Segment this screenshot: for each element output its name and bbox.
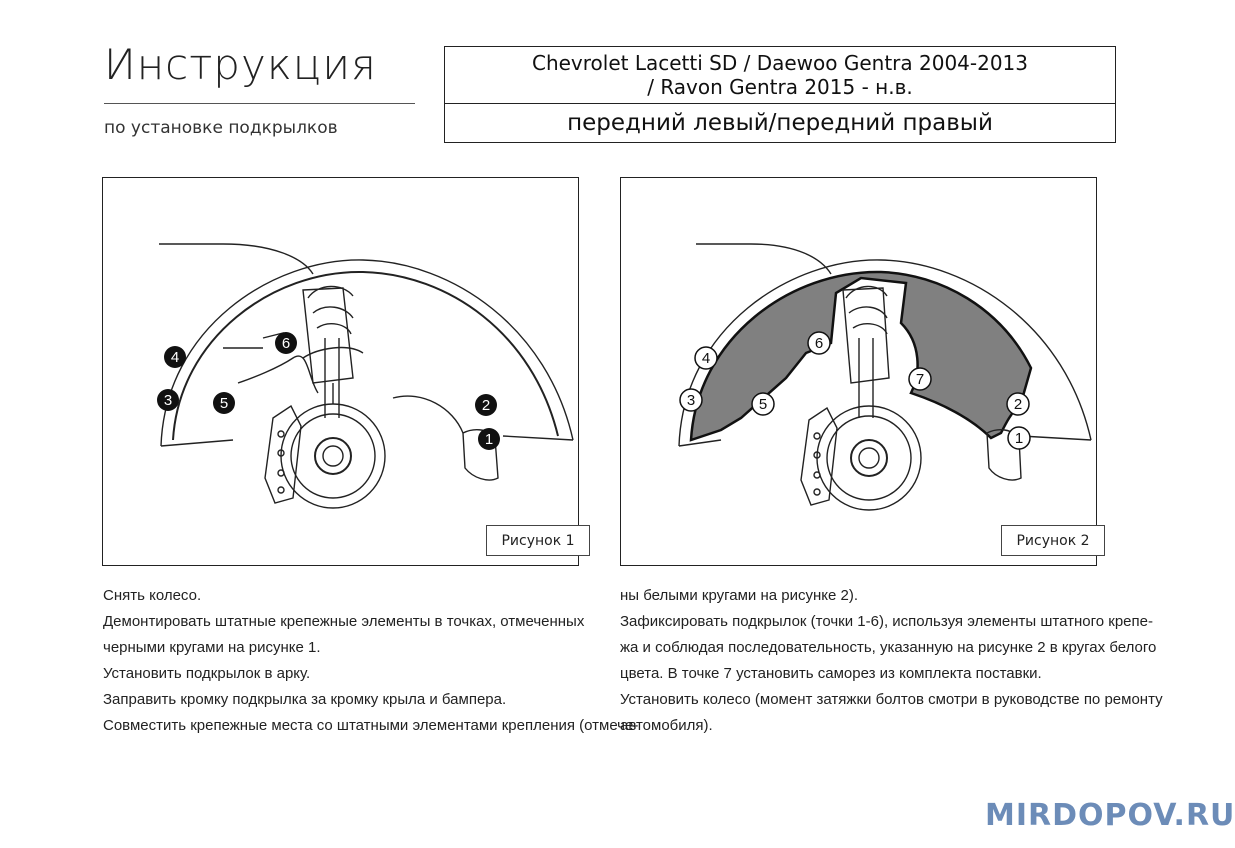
instruction-line: цвета. В точке 7 установить саморез из комплекта поставки. [620, 665, 1042, 682]
instructions-right-column [620, 583, 1163, 739]
svg-text:2: 2 [481, 397, 491, 414]
model-line-2: / Ravon Gentra 2015 - н.в. [647, 75, 913, 99]
marker-6 [808, 332, 830, 354]
svg-text:6: 6 [281, 335, 291, 352]
instruction-line: Совместить крепежные места со штатными элементами крепления (отмече- [103, 717, 639, 734]
instructions-left-column [103, 583, 638, 739]
instruction-line: Зафиксировать подкрылок (точки 1-6), используя элементы штатного крепе- [620, 613, 1153, 630]
site-watermark: MIRDOPOV.RU [985, 798, 1235, 833]
svg-text:3: 3 [686, 392, 696, 409]
svg-text:4: 4 [701, 350, 711, 367]
instruction-line: Установить подкрылок в арку. [103, 665, 311, 682]
svg-text:5: 5 [758, 396, 768, 413]
svg-text:5: 5 [219, 395, 229, 412]
figure-1-caption: Рисунок 1 [486, 525, 590, 556]
instruction-line: жа и соблюдая последовательность, указанную на рисунке 2 в кругах белого [620, 639, 1157, 656]
instruction-line: Снять колесо. [103, 587, 202, 604]
figure-1-markers [157, 332, 500, 450]
marker-2 [1007, 393, 1029, 415]
svg-text:4: 4 [170, 349, 180, 366]
marker-6 [275, 332, 297, 354]
svg-text:1: 1 [1014, 430, 1024, 447]
wheel-arch-drawing-2 [621, 178, 1098, 567]
svg-text:3: 3 [163, 392, 173, 409]
svg-text:6: 6 [814, 335, 824, 352]
page-subtitle: по установке подкрылков [104, 118, 338, 138]
instruction-line: Демонтировать штатные крепежные элементы в точках, отмеченных [103, 613, 585, 630]
instruction-line: автомобиля). [620, 717, 713, 734]
figure-2 [620, 177, 1097, 566]
figure-1 [102, 177, 579, 566]
model-name-cell [445, 47, 1115, 104]
model-line-1: Chevrolet Lacetti SD / Daewoo Gentra 2004-2013 [531, 51, 1029, 75]
wheel-arch-drawing-1 [103, 178, 580, 567]
model-info-box [444, 46, 1116, 143]
marker-3 [680, 389, 702, 411]
instruction-line: Заправить кромку подкрылка за кромку крыла и бампера. [103, 691, 507, 708]
svg-text:7: 7 [915, 371, 925, 388]
figure-2-caption: Рисунок 2 [1001, 525, 1105, 556]
marker-5 [213, 392, 235, 414]
marker-3 [157, 389, 179, 411]
marker-7 [909, 368, 931, 390]
marker-4 [164, 346, 186, 368]
svg-text:1: 1 [484, 431, 494, 448]
svg-text:2: 2 [1013, 396, 1023, 413]
marker-4 [695, 347, 717, 369]
marker-1 [1008, 427, 1030, 449]
instruction-line: черными кругами на рисунке 1. [103, 639, 321, 656]
instruction-line: Установить колесо (момент затяжки болтов смотри в руководстве по ремонту [620, 691, 1163, 708]
instruction-line: ны белыми кругами на рисунке 2). [620, 587, 859, 604]
marker-2 [475, 394, 497, 416]
wheel-liner-fill [691, 272, 1031, 440]
marker-1 [478, 428, 500, 450]
marker-5 [752, 393, 774, 415]
title-divider [104, 103, 415, 104]
page-title: Инструкция [104, 40, 377, 89]
model-position: передний левый/передний правый [567, 110, 993, 136]
